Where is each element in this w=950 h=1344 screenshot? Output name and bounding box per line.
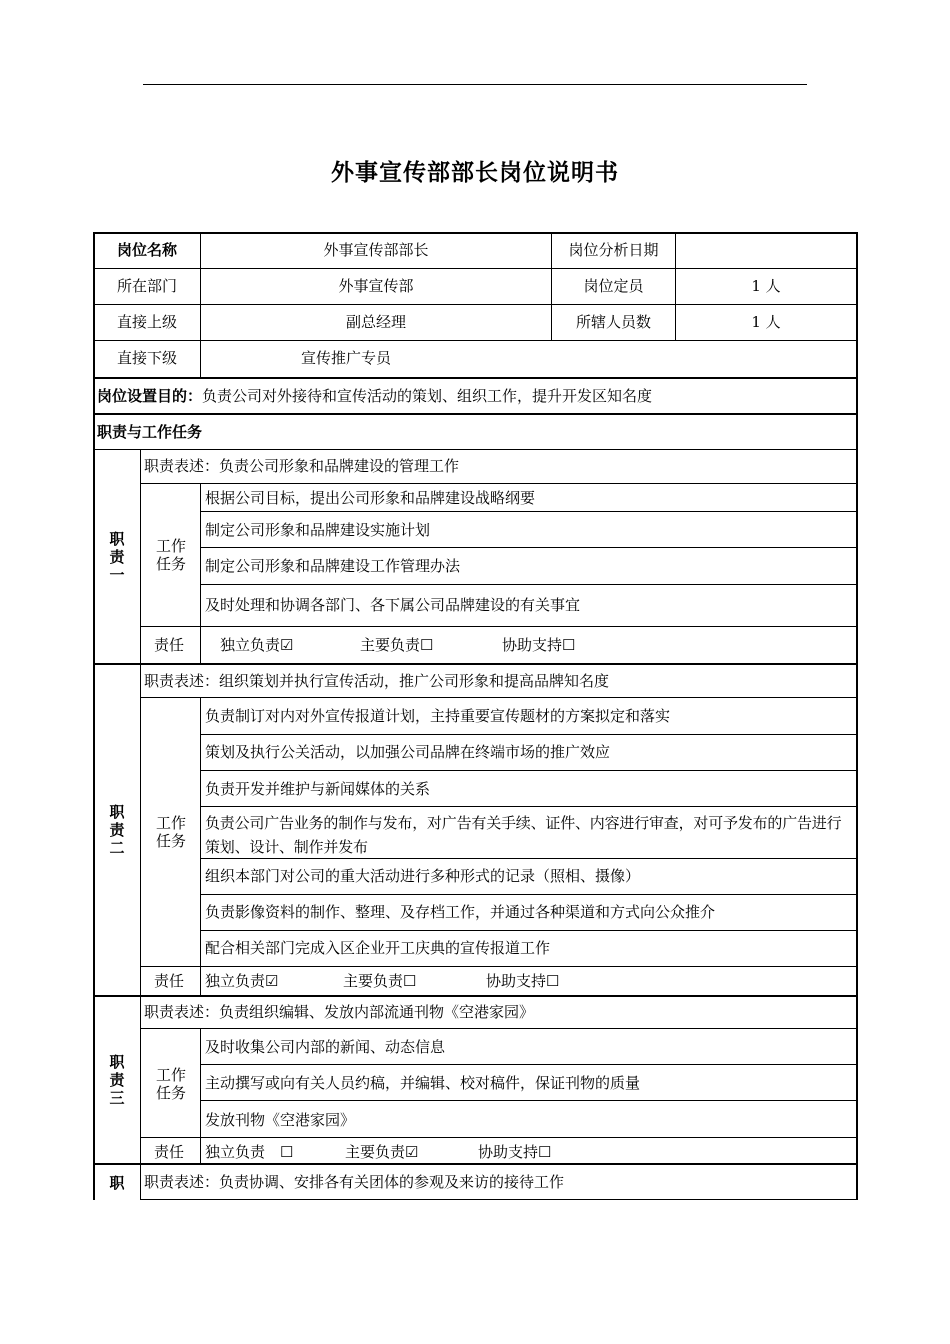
duty-2-task: 策划及执行公关活动，以加强公司品牌在终端市场的推广效应	[205, 743, 611, 761]
duty-3-task: 发放刊物《空港家园》	[205, 1111, 356, 1129]
headcount-label: 岗位定员	[583, 277, 644, 295]
duty-1-resp-support: 协助支持☐	[502, 636, 576, 654]
subordinate-label: 直接下级	[116, 349, 177, 367]
position-name-label: 岗位名称	[116, 241, 177, 259]
duty-3-task: 主动撰写或向有关人员约稿，并编辑、校对稿件，保证刊物的质量	[205, 1074, 641, 1092]
duty-4-label: 职	[109, 1174, 125, 1192]
duty-2-task: 负责制订对内对外宣传报道计划，主持重要宣传题材的方案拟定和落实	[205, 707, 671, 725]
duties-heading: 职责与工作任务	[97, 423, 203, 441]
purpose-row	[97, 386, 652, 406]
duty-3-resp-primary: 主要负责☑	[345, 1143, 419, 1161]
duty-4-statement: 职责表述：负责协调、安排各有关团体的参观及来访的接待工作	[144, 1173, 565, 1191]
duty-3-task-label: 工作任务	[155, 1066, 186, 1102]
duty-1-task: 制定公司形象和品牌建设工作管理办法	[205, 557, 461, 575]
duty-2-task: 配合相关部门完成入区企业开工庆典的宣传报道工作	[205, 939, 551, 957]
duty-2-resp-label: 责任	[154, 972, 185, 990]
duty-2-label: 职责二	[109, 803, 125, 857]
subordinate-count-label: 所辖人员数	[575, 313, 651, 331]
department-label: 所在部门	[116, 277, 177, 295]
subordinate-value: 宣传推广专员	[300, 349, 391, 367]
duty-3-resp-independent: 独立负责 ☐	[205, 1143, 294, 1161]
duty-3-label: 职责三	[109, 1053, 125, 1107]
superior-value: 副总经理	[345, 313, 406, 331]
header-rule	[143, 84, 807, 85]
duty-2-task: 负责开发并维护与新闻媒体的关系	[205, 780, 431, 798]
duty-1-statement: 职责表述：负责公司形象和品牌建设的管理工作	[144, 457, 460, 475]
duty-1-resp-primary: 主要负责☐	[360, 636, 434, 654]
document-title: 外事宣传部部长岗位说明书	[331, 160, 619, 186]
headcount-value: 1 人	[751, 277, 781, 295]
duty-2-task: 负责公司广告业务的制作与发布，对广告有关手续、证件、内容进行审查，对可予发布的广告进行策划、设计、制作并发布	[205, 814, 842, 856]
superior-label: 直接上级	[116, 313, 177, 331]
department-value: 外事宣传部	[338, 277, 414, 295]
duty-1-resp-independent: 独立负责☑	[220, 636, 294, 654]
analysis-date-label: 岗位分析日期	[568, 241, 659, 259]
duty-2-resp-support: 协助支持☐	[486, 972, 560, 990]
purpose-text: 负责公司对外接待和宣传活动的策划、组织工作，提升开发区知名度	[202, 387, 653, 405]
duty-2-resp-primary: 主要负责☐	[343, 972, 417, 990]
duty-1-task-label: 工作任务	[155, 537, 186, 573]
duty-3-resp-label: 责任	[154, 1143, 185, 1161]
duty-2-resp-independent: 独立负责☑	[205, 972, 279, 990]
duty-1-task: 根据公司目标，提出公司形象和品牌建设战略纲要	[205, 489, 536, 507]
duty-2-statement: 职责表述：组织策划并执行宣传活动，推广公司形象和提高品牌知名度	[144, 672, 610, 690]
subordinate-count-value: 1 人	[751, 313, 781, 331]
purpose-label: 岗位设置目的：	[97, 387, 203, 405]
duty-1-task: 及时处理和协调各部门、各下属公司品牌建设的有关事宜	[205, 596, 581, 614]
duty-2-task: 组织本部门对公司的重大活动进行多种形式的记录（照相、摄像）	[205, 867, 641, 885]
position-name-value: 外事宣传部部长	[323, 241, 429, 259]
duty-1-label: 职责一	[109, 530, 125, 584]
duty-2-task: 负责影像资料的制作、整理、及存档工作，并通过各种渠道和方式向公众推介	[205, 903, 716, 921]
duty-3-task: 及时收集公司内部的新闻、动态信息	[205, 1038, 446, 1056]
duty-3-statement: 职责表述：负责组织编辑、发放内部流通刊物《空港家园》	[144, 1003, 535, 1021]
duty-2-task-label: 工作任务	[155, 814, 186, 850]
duty-3-resp-support: 协助支持☐	[478, 1143, 552, 1161]
duty-1-task: 制定公司形象和品牌建设实施计划	[205, 521, 431, 539]
duty-1-resp-label: 责任	[154, 636, 185, 654]
